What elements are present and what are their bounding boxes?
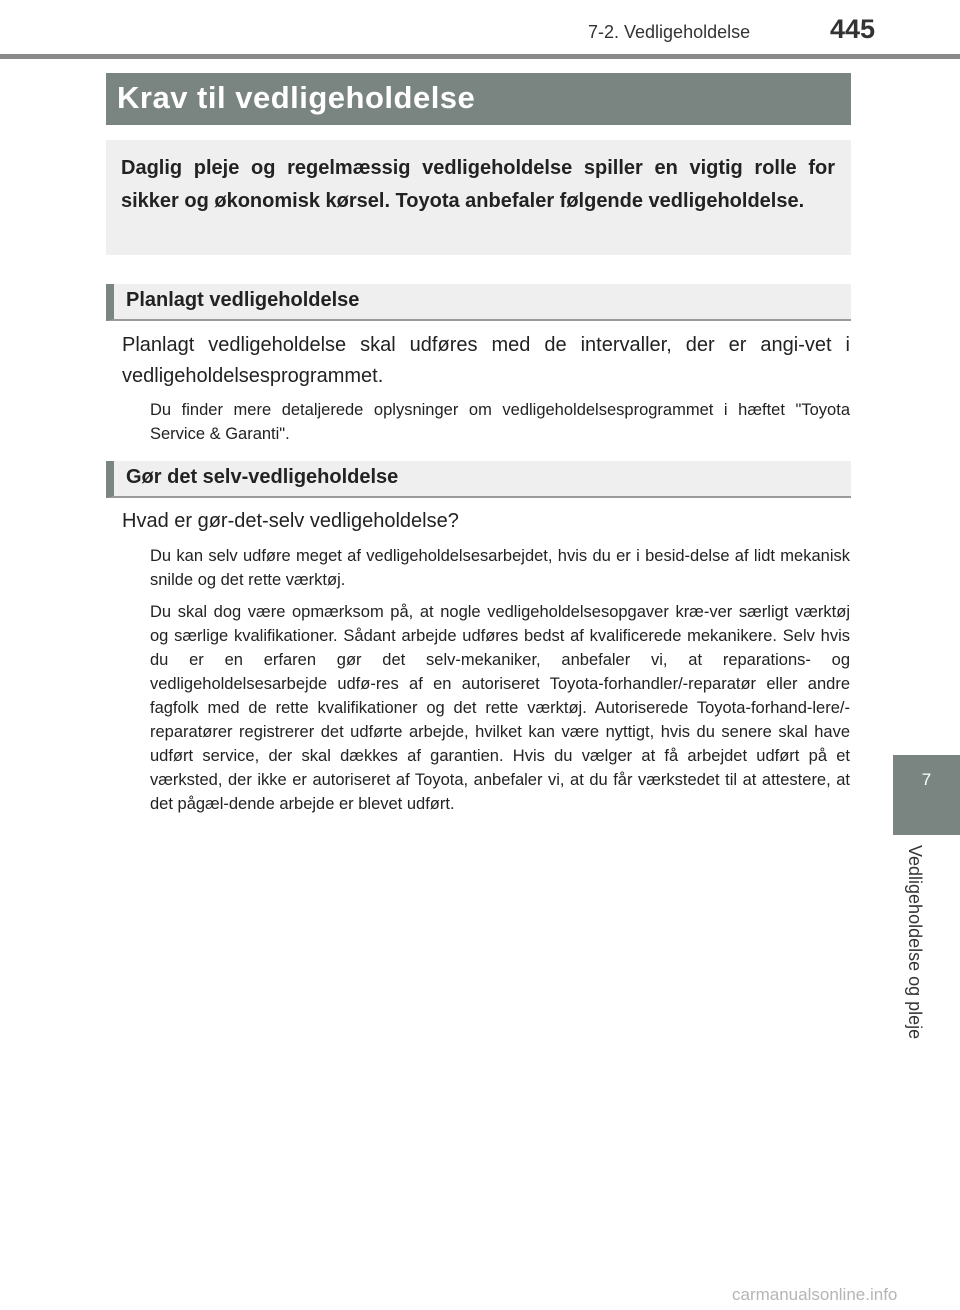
chapter-label: Vedligeholdelse og pleje (905, 845, 925, 1040)
section-lead-diy: Hvad er gør-det-selv vedligeholdelse? (122, 510, 459, 532)
watermark: carmanualsonline.info (732, 1285, 898, 1304)
section-heading-diy: Gør det selv-vedligeholdelse (106, 461, 851, 498)
page-number: 445 (830, 14, 876, 44)
page-title: Krav til vedligeholdelse (106, 73, 851, 125)
header-rule (0, 54, 960, 59)
paragraph-diy-1: Du kan selv udføre meget af vedligeholdelsesarbejdet, hvis du er i besid-delse af lidt mekanisk snilde og det rette værktøj. (150, 547, 850, 589)
chapter-tab (893, 755, 960, 835)
intro-box: Daglig pleje og regelmæssig vedligeholdelse spiller en vigtig rolle for sikker og økonomisk kørsel. Toyota anbefaler følgende vedligeholdelse. (106, 140, 851, 255)
section-lead-planned: Planlagt vedligeholdelse skal udføres med de intervaller, der er angi-vet i vedligeholdelsesprogrammet. (122, 334, 850, 387)
paragraph-diy-2: Du skal dog være opmærksom på, at nogle vedligeholdelsesopgaver kræ-ver særligt værktøj og særlige kvalifikationer. Sådant arbejde udføres bedst af kvalificerede mekanikere. Selv hvis du er en erfaren gør det selv-mekaniker, anbefaler vi, at reparations- og vedligeholdelsesarbejde udfø-res af en autoriseret Toyota-forhandler/-reparatør eller andre fagfolk med de rette kvalifikationer og det rette værktøj. Autoriserede Toyota-forhand-lere/-reparatører registrerer det udførte arbejde, hvilket kan være nyttigt, hvis du senere skal have udført service, der skal dækkes af garantien. Hvis du vælger at få arbejdet udført på et værksted, der ikke er autoriseret af Toyota, anbefaler vi, at du får værkstedet til at attestere, at det pågæl-dende arbejde er blevet udført. (150, 603, 850, 813)
chapter-number: 7 (921, 770, 932, 789)
section-heading-planned: Planlagt vedligeholdelse (106, 284, 851, 321)
paragraph-planned-1: Du finder mere detaljerede oplysninger om vedligeholdelsesprogrammet i hæftet "Toyota Service & Garanti". (150, 401, 850, 443)
header-section-title: 7-2. Vedligeholdelse (588, 22, 751, 42)
